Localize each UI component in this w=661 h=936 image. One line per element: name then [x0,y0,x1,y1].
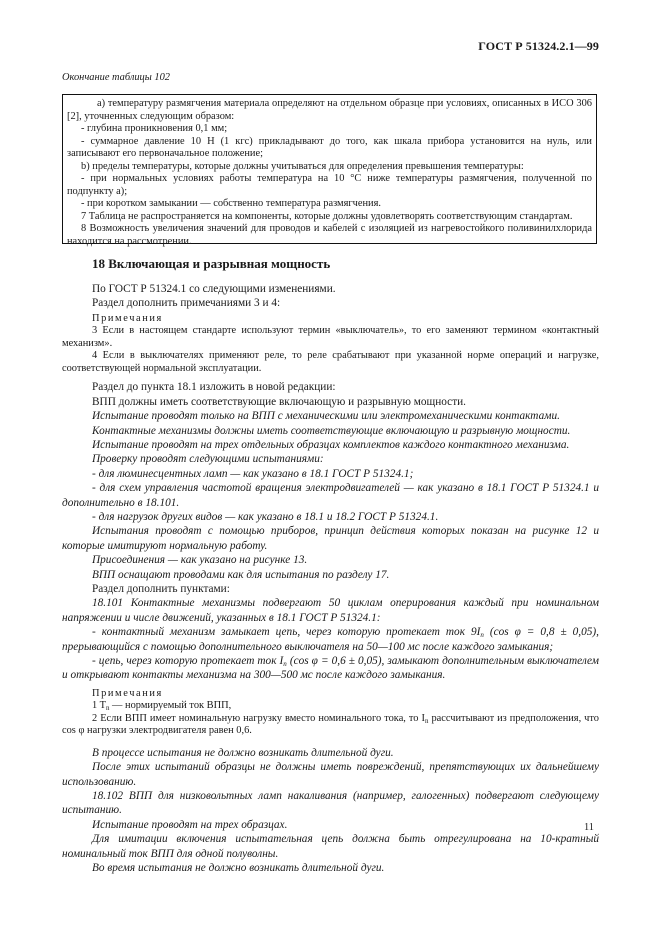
test-item-motor-control: - для схем управления частотой вращения электродвигателей — как указано в 18.1 ГОСТ Р 51324.1 и дополнительно в 18.101. [62,482,599,509]
note2-2: 2 Если ВПП имеет номинальную нагрузку вместо номинального тока, то $I_n$ рассчитывают из предположения, что cos φ нагрузки электродвигателя равен 0,6. [62,712,600,737]
no-arc-final-paragraph: Во время испытания не должно возникать длительной дуги. [92,862,385,875]
page-number: 11 [584,822,595,833]
add-items-paragraph: Раздел дополнить пунктами: [92,583,230,595]
table-caption: Окончание таблицы 102 [62,72,170,83]
table-notes-box [62,94,597,247]
table-note-pressure: - суммарное давление 10 Н (1 кгс) прикладывают до того, как шкала прибора установится на нуль, или записывают его первоначальное положение; [67,135,592,159]
italic-line-4: Проверку проводят следующими испытаниями: [92,453,324,466]
clause-18-101-item-a: - контактный механизм замыкает цепь, через которую протекает ток $9I_n$ (cos φ = 0,8 ± 0,05), прерывающийся с помощью дополнительного выключателя на 50—100 мс после каждого замыкания; [62,626,599,653]
note-3: 3 Если в настоящем стандарте используют термин «выключатель», то его заменяют термином «контактный механизм». [62,325,599,349]
table-note-b: b) пределы температуры, которые должны учитываться для определения превышения температуры: [81,160,524,172]
notes2-label: Примечания [92,687,163,699]
italic-line-2: Контактные механизмы должны иметь соответствующие включающую и разрывную мощности. [92,424,571,437]
vpp-requirement-paragraph: ВПП должны иметь соответствующие включающую и разрывную мощности. [92,395,467,408]
intro-paragraph: По ГОСТ Р 51324.1 со следующими изменениями. [92,283,336,295]
table-note-7: 7 Таблица не распространяется на компоненты, которые должны удовлетворять соответствующим стандартам. [81,210,573,222]
no-damage-paragraph: После этих испытаний образцы не должны иметь повреждений, препятствующих их дальнейшему использованию. [62,761,599,788]
table-note-short-circuit: - при коротком замыкании — собственно температура размягчения. [81,198,381,209]
section-body [62,282,599,876]
simulation-paragraph: Для имитации включения испытательная цепь должна быть отрегулирована на 10-кратный номинальный ток ВПП для одной полуволны. [62,833,599,860]
table-note-a: а) температуру размягчения материала определяют на отдельном образце при условиях, описанных в ИСО 306 [2], уточненных следующим образом: [67,98,592,122]
italic-line-1: Испытание проводят только на ВПП с механическими или электромеханическими контактами. [92,410,560,423]
three-samples-paragraph: Испытание проводят на трех образцах. [92,818,288,831]
clause-18-101: 18.101 Контактные механизмы подвергают 50 циклам оперирования каждый при номинальном напряжении и числе движений, указанных в 18.1 ГОСТ Р 51324.1: [62,597,599,624]
table-note-normal-conditions: - при нормальных условиях работы температура на 10 °С ниже температуры размягчения, полученной по подпункту а); [67,173,592,197]
note2-1: 1 $T_n$ — нормируемый ток ВПП, [92,700,232,713]
table-note-depth: - глубина проникновения 0,1 мм; [81,123,228,134]
connections-paragraph: Присоединения — как указано на рисунке 13. [92,554,308,567]
notes-label: Примечания [92,312,163,324]
wiring-paragraph: ВПП оснащают проводами как для испытания по разделу 17. [92,568,390,581]
test-item-fluorescent: - для люминесцентных ламп — как указано в 18.1 ГОСТ Р 51324.1; [92,467,414,480]
instruments-paragraph: Испытания проводят с помощью приборов, принцип действия которых показан на рисунке 12 и которые имитируют нормальную работу. [62,525,599,552]
clause-18-101-item-b: - цепь, через которую протекает ток $I_n$ (cos φ = 0,6 ± 0,05), замыкают дополнительным выключателем и открывают контакты механизма на 300—500 мс после каждого замыкания. [62,655,599,682]
test-item-other-loads: - для нагрузок других видов — как указано в 18.1 и 18.2 ГОСТ Р 51324.1. [92,510,439,523]
add-notes-paragraph: Раздел дополнить примечаниями 3 и 4: [92,297,281,310]
clause-18-102: 18.102 ВПП для низковольтных ламп накаливания (например, галогенных) подвергают следующему испытанию. [62,790,599,817]
italic-line-3: Испытание проводят на трех отдельных образцах комплектов каждого контактного механизма. [92,438,570,451]
note-4: 4 Если в выключателях применяют реле, то реле срабатывают при указанной норме операций и нагрузке, соответствующей нормальной эксплуатации. [62,350,599,374]
section-heading: 18 Включающая и разрывная мощность [92,256,331,271]
no-arc-paragraph: В процессе испытания не должно возникать длительной дуги. [92,746,394,759]
table-note-8: 8 Возможность увеличения значений для проводов и кабелей с изоляцией из нагревостойкого поливинилхлорида находится на рассмотрении. [67,223,592,247]
new-edition-paragraph: Раздел до пункта 18.1 изложить в новой редакции: [92,381,336,394]
document-header-standard-id: ГОСТ Р 51324.2.1—99 [478,39,599,53]
